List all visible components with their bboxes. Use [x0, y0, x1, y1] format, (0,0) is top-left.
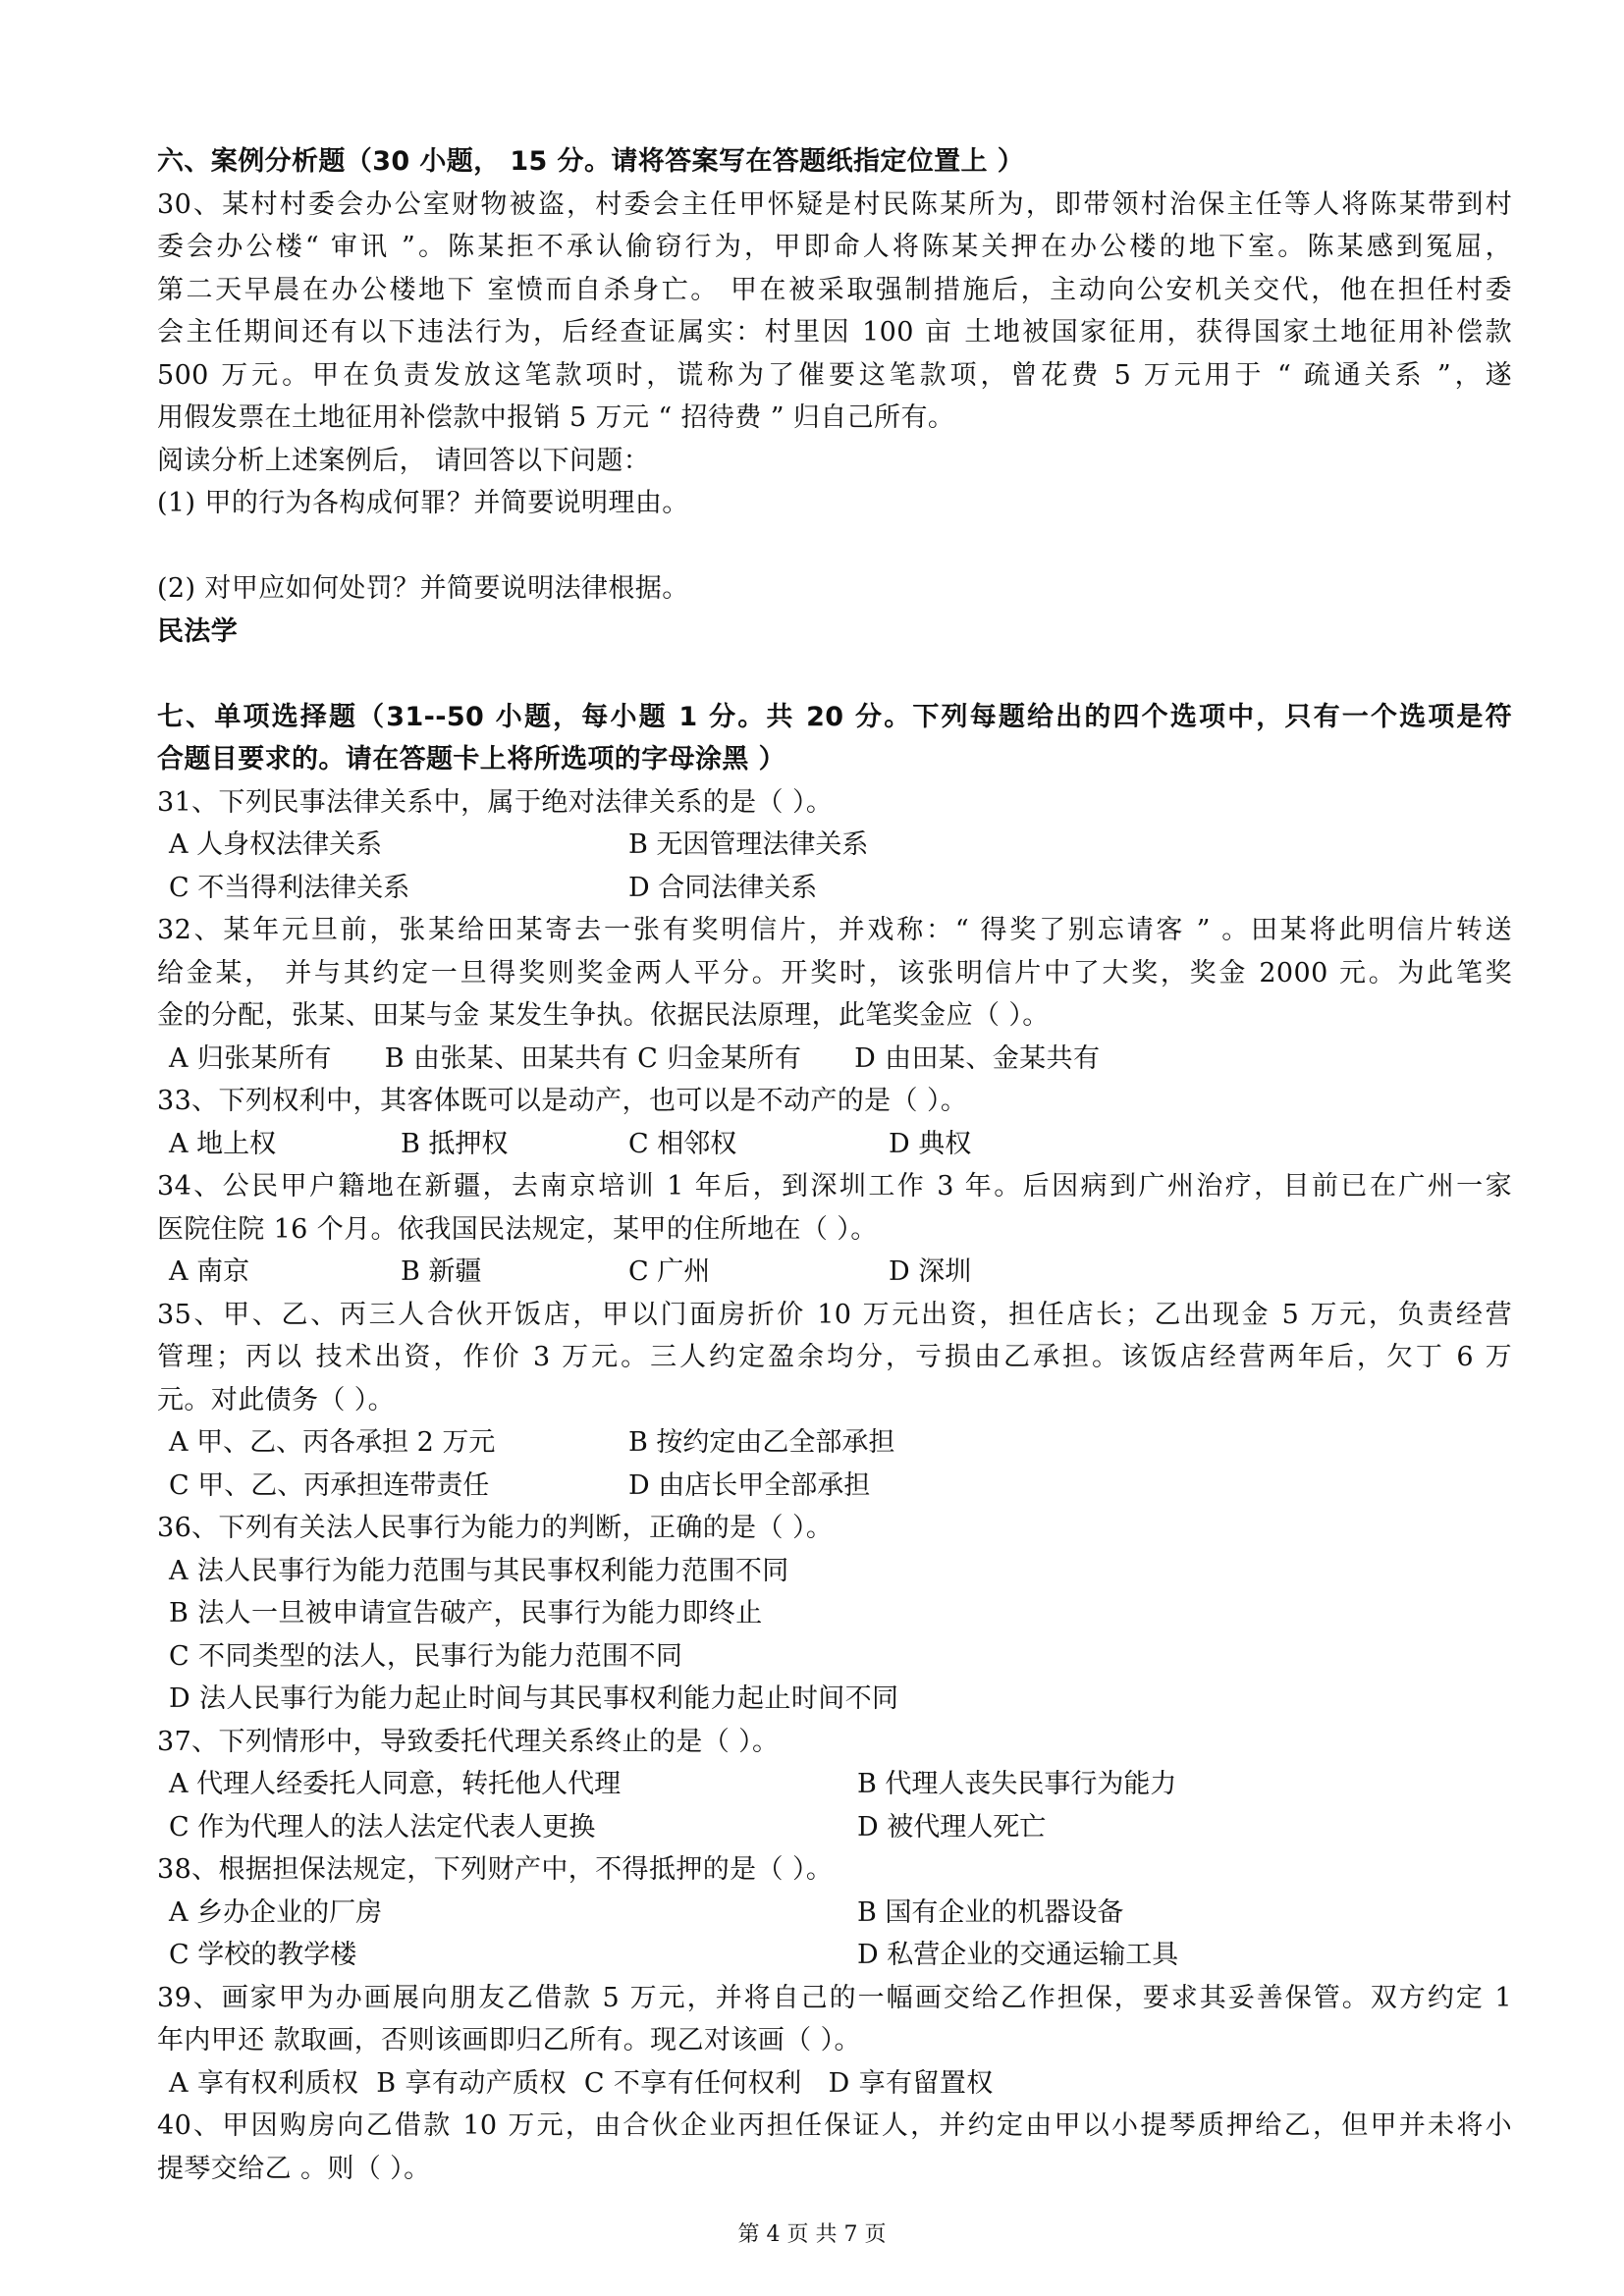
case-text-line: 用假发票在土地征用补偿款中报销 5 万元 “ 招待费 ” 归自己所有。 [157, 402, 955, 433]
section-6-header: 六、案例分析题（30 小题， 15 分。请将答案写在答题纸指定位置上 ） [157, 146, 1025, 177]
question-35-options [157, 1421, 1512, 1465]
case-text-line: 会主任期间还有以下违法行为，后经查证属实：村里因 100 亩 土地被国家征用，获得国家土地征用补偿款 [157, 317, 1512, 347]
option-b: B 抵押权 [401, 1128, 509, 1159]
option-a: A 地上权 [169, 1128, 277, 1159]
case-prompt: 阅读分析上述案例后， 请回答以下问题： [157, 445, 651, 476]
question-33-options [157, 1123, 1512, 1166]
question-40-stem: 40、甲因购房向乙借款 10 万元，由合伙企业丙担任保证人，并约定由甲以小提琴质押给乙，但甲并未将小 [157, 2110, 1512, 2141]
question-31-options [157, 824, 1512, 867]
question-39-options: A 享有权利质权 B 享有动产质权 C 不享有任何权利 D 享有留置权 [169, 2067, 994, 2099]
option-c: C 甲、乙、丙承担连带责任 [169, 1469, 490, 1501]
subject-heading: 民法学 [157, 615, 239, 647]
question-35-stem: 35、甲、乙、丙三人合伙开饭店，甲以门面房折价 10 万元出资，担任店长；乙出现金 5 万元，负责经营 [157, 1299, 1512, 1330]
section-7-header: 七、单项选择题（31--50 小题，每小题 1 分。共 20 分。下列每题给出的四个选项中，只有一个选项是符 [157, 701, 1512, 732]
question-32-stem: 给金某， 并与其约定一旦得奖则奖金两人平分。开奖时，该张明信片中了大奖，奖金 2000 元。为此笔奖 [157, 957, 1512, 988]
option-d: D 合同法律关系 [628, 872, 818, 903]
question-38-options [157, 1892, 1512, 1935]
case-text-line: 500 万元。甲在负责发放这笔款项时，谎称为了催要这笔款项，曾花费 5 万元用于 “ 疏通关系 ”，遂 [157, 359, 1512, 391]
option-b: B 无因管理法律关系 [628, 829, 869, 860]
option-d: D 私营企业的交通运输工具 [857, 1940, 1179, 1970]
question-40-stem: 提琴交给乙 。则（ ）。 [157, 2153, 431, 2184]
option-d: D 由店长甲全部承担 [628, 1469, 871, 1501]
option-b: B 新疆 [401, 1256, 482, 1287]
option-c: C 作为代理人的法人法定代表人更换 [169, 1811, 596, 1842]
question-37-stem: 37、下列情形中，导致委托代理关系终止的是（ ）。 [157, 1726, 780, 1757]
option-b: B 按约定由乙全部承担 [628, 1427, 895, 1458]
option-c: C 学校的教学楼 [169, 1940, 357, 1970]
page-content [157, 140, 1512, 2190]
option-b: B 代理人丧失民事行为能力 [857, 1769, 1177, 1799]
question-32-stem: 金的分配，张某、田某与金 某发生争执。依据民法原理，此笔奖金应（ ）。 [157, 1000, 1050, 1031]
question-38-stem: 38、根据担保法规定，下列财产中，不得抵押的是（ ）。 [157, 1854, 834, 1885]
option-b: B 国有企业的机器设备 [857, 1896, 1124, 1928]
option-b: B 法人一旦被申请宣告破产，民事行为能力即终止 [169, 1598, 763, 1629]
question-31-stem: 31、下列民事法律关系中，属于绝对法律关系的是（ ）。 [157, 786, 834, 818]
question-34-options [157, 1251, 1512, 1294]
question-35-options [157, 1465, 1512, 1508]
question-31-options [157, 867, 1512, 910]
question-35-stem: 管理；丙以 技术出资，作价 3 万元。三人约定盈余均分，亏损由乙承担。该饭店经营两年后，欠丁 6 万 [157, 1342, 1512, 1372]
option-c: C 相邻权 [628, 1128, 737, 1159]
question-34-stem: 医院住院 16 个月。依我国民法规定，某甲的住所地在（ ）。 [157, 1213, 878, 1245]
question-36-stem: 36、下列有关法人民事行为能力的判断，正确的是（ ）。 [157, 1513, 834, 1543]
option-a: A 南京 [169, 1256, 250, 1287]
question-37-options [157, 1806, 1512, 1849]
case-text-line: 第二天早晨在办公楼地下 室愤而自杀身亡。 甲在被采取强制措施后，主动向公安机关交代，他在担任村委 [157, 274, 1512, 305]
question-32-options: A 归张某所有 B 由张某、田某共有 C 归金某所有 D 由田某、金某共有 [169, 1042, 1101, 1074]
case-question-2: (2) 对甲应如何处罚？并简要说明法律根据。 [157, 573, 689, 604]
question-34-stem: 34、公民甲户籍地在新疆，去南京培训 1 年后，到深圳工作 3 年。后因病到广州治疗，目前已在广州一家 [157, 1171, 1512, 1201]
option-a: A 人身权法律关系 [169, 829, 383, 860]
option-a: A 乡办企业的厂房 [169, 1896, 383, 1928]
spacer [157, 653, 1512, 696]
question-35-stem: 元。对此债务（ ）。 [157, 1384, 396, 1415]
option-a: A 代理人经委托人同意，转托他人代理 [169, 1769, 622, 1799]
option-d: D 被代理人死亡 [857, 1811, 1047, 1842]
option-c: C 广州 [628, 1256, 711, 1287]
question-37-options [157, 1763, 1512, 1806]
page-number-footer: 第 4 页 共 7 页 [737, 2222, 887, 2247]
question-39-stem: 39、画家甲为办画展向朋友乙借款 5 万元，并将自己的一幅画交给乙作担保，要求其妥善保管。双方约定 1 [157, 1982, 1512, 2013]
option-a: A 法人民事行为能力范围与其民事权利能力范围不同 [169, 1555, 789, 1586]
option-c: C 不同类型的法人，民事行为能力范围不同 [169, 1640, 683, 1672]
question-38-options [157, 1934, 1512, 1977]
option-d: D 法人民事行为能力起止时间与其民事权利能力起止时间不同 [169, 1683, 899, 1714]
option-d: D 典权 [889, 1128, 972, 1159]
question-32-stem: 32、某年元旦前，张某给田某寄去一张有奖明信片，并戏称：“ 得奖了别忘请客 ” 。田某将此明信片转送 [157, 915, 1512, 945]
section-7-header: 合题目要求的。请在答题卡上将所选项的字母涂黑 ） [157, 744, 785, 774]
question-39-stem: 年内甲还 款取画，否则该画即归乙所有。现乙对该画（ ）。 [157, 2025, 861, 2056]
case-question-1: (1) 甲的行为各构成何罪？并简要说明理由。 [157, 488, 689, 518]
answer-space [157, 525, 1512, 568]
case-text-line: 委会办公楼“ 审讯 ”。陈某拒不承认偷窃行为，甲即命人将陈某关押在办公楼的地下室。陈某感到冤屈， [157, 232, 1512, 262]
case-text-line: 30、某村村委会办公室财物被盗，村委会主任甲怀疑是村民陈某所为，即带领村治保主任等人将陈某带到村 [157, 188, 1512, 220]
option-c: C 不当得利法律关系 [169, 872, 410, 903]
question-33-stem: 33、下列权利中，其客体既可以是动产，也可以是不动产的是（ ）。 [157, 1086, 968, 1116]
option-d: D 深圳 [889, 1256, 972, 1287]
option-a: A 甲、乙、丙各承担 2 万元 [169, 1427, 496, 1458]
